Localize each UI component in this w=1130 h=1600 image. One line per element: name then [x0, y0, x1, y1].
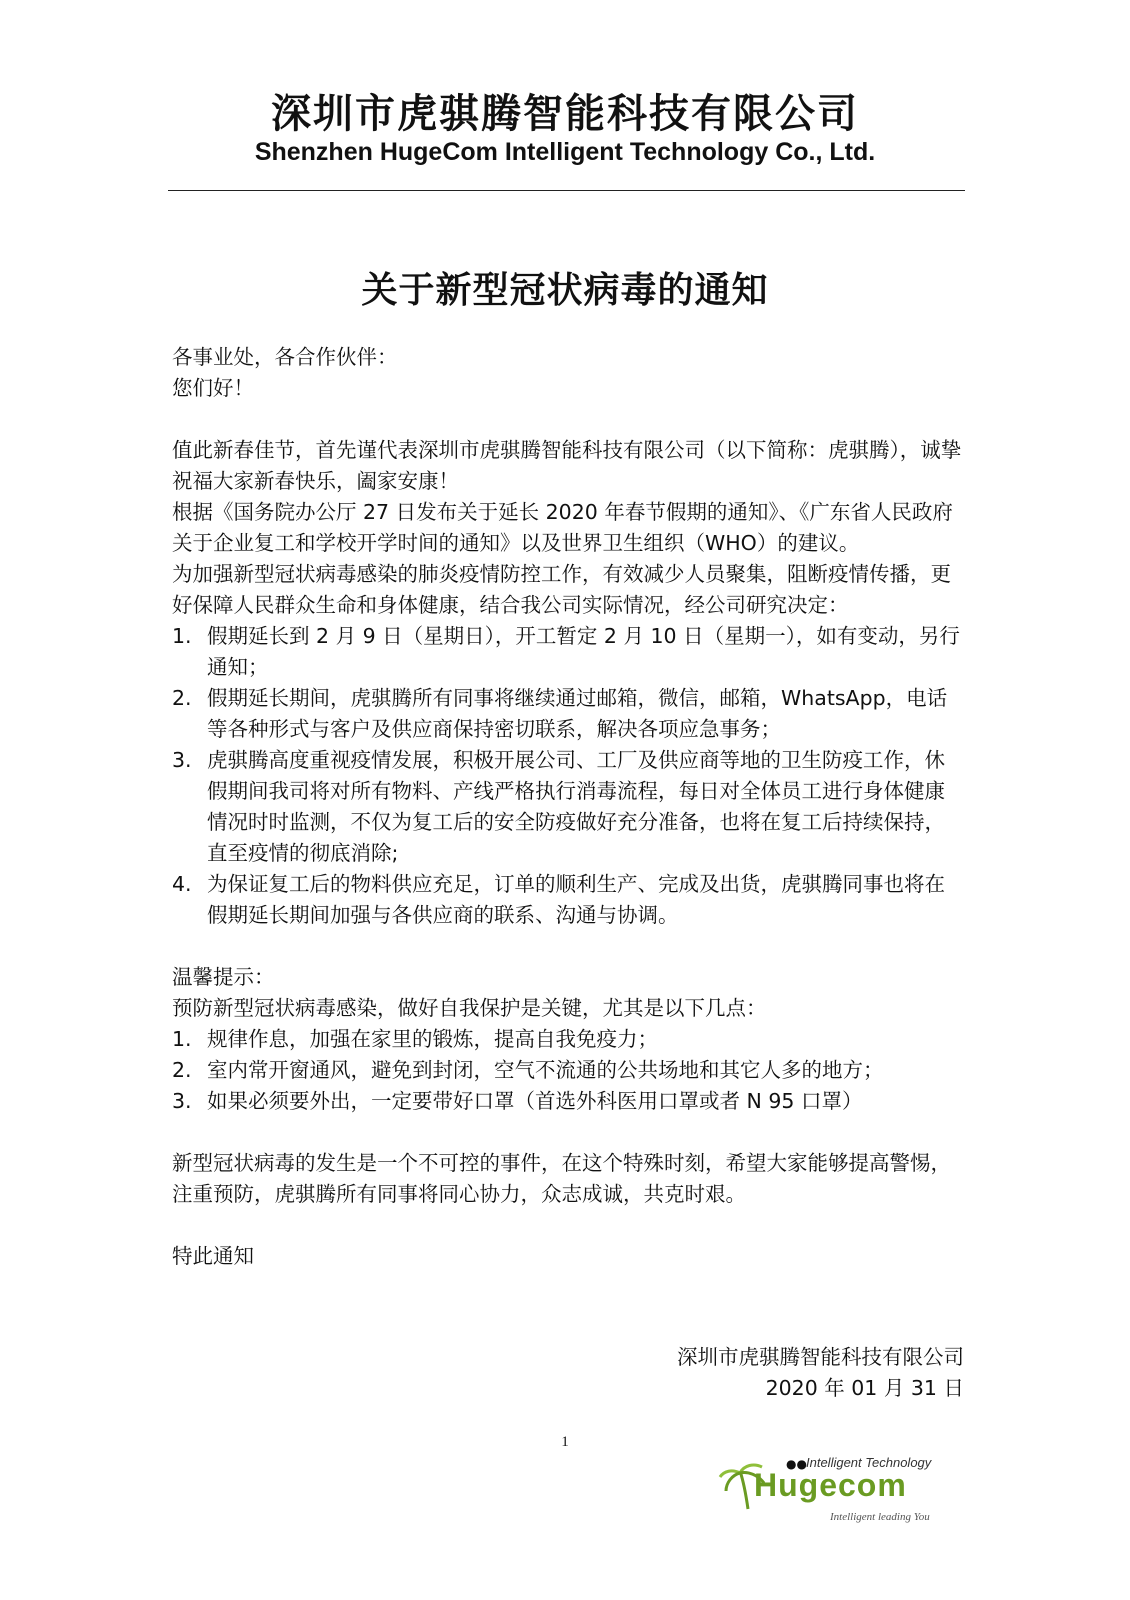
spacer	[172, 1117, 964, 1148]
list-number: 1.	[172, 1027, 192, 1051]
tips-heading: 温馨提示：	[172, 965, 275, 989]
list-number: 1.	[172, 624, 192, 648]
notice-end: 特此通知	[172, 1244, 254, 1268]
company-logo	[718, 1455, 958, 1527]
intro-paragraph: 值此新春佳节，首先谨代表深圳市虎骐腾智能科技有限公司（以下简称：虎骐腾），诚挚祝福大家新春快乐，阖家安康！	[172, 438, 962, 493]
list-number: 2.	[172, 686, 192, 710]
intro-paragraph: 根据《国务院办公厅 27 日发布关于延长 2020 年春节假期的通知》、《广东省人民政府关于企业复工和学校开学时间的通知》以及世界卫生组织（WHO）的建议。	[172, 500, 953, 555]
intro-paragraph: 为加强新型冠状病毒感染的肺炎疫情防控工作，有效减少人员聚集，阻断疫情传播，更好保障人民群众生命和身体健康，结合我公司实际情况，经公司研究决定：	[172, 562, 951, 617]
list-text: 如果必须要外出，一定要带好口罩（首选外科医用口罩或者 N 95 口罩）	[207, 1089, 863, 1113]
list-item	[172, 745, 964, 869]
list-item	[172, 869, 964, 931]
logo-dots-icon: ●●	[786, 1457, 807, 1471]
signature-block	[677, 1342, 964, 1404]
list-number: 3.	[172, 1089, 192, 1113]
list-item	[172, 1086, 964, 1117]
list-text: 室内常开窗通风，避免到封闭，空气不流通的公共场地和其它人多的地方；	[207, 1058, 884, 1082]
signature-company: 深圳市虎骐腾智能科技有限公司	[677, 1345, 964, 1369]
document-body	[172, 342, 964, 1272]
list-item	[172, 1024, 964, 1055]
decision-list	[172, 621, 964, 931]
list-number: 2.	[172, 1058, 192, 1082]
spacer	[172, 931, 964, 962]
list-item	[172, 621, 964, 683]
list-text: 规律作息，加强在家里的锻炼，提高自我免疫力；	[207, 1027, 658, 1051]
list-text: 假期延长期间，虎骐腾所有同事将继续通过邮箱，微信，邮箱，WhatsApp，电话等各种形式与客户及供应商保持密切联系，解决各项应急事务；	[207, 686, 948, 741]
list-number: 4.	[172, 872, 192, 896]
spacer	[172, 404, 964, 435]
list-text: 虎骐腾高度重视疫情发展，积极开展公司、工厂及供应商等地的卫生防疫工作，休假期间我司将对所有物料、产线严格执行消毒流程，每日对全体员工进行身体健康情况时时监测，不仅为复工后的安全防疫做好充分准备，也将在复工后持续保持，直至疫情的彻底消除;	[207, 748, 945, 865]
page-number: 1	[561, 1434, 569, 1450]
tips-list	[172, 1024, 964, 1117]
signature-date: 2020 年 01 月 31 日	[765, 1376, 964, 1400]
list-item	[172, 1055, 964, 1086]
logo-tagline: Intelligent Technology	[806, 1455, 932, 1470]
closing-paragraph: 新型冠状病毒的发生是一个不可控的事件，在这个特殊时刻，希望大家能够提高警惕，注重预防，虎骐腾所有同事将同心协力，众志成诚，共克时艰。	[172, 1151, 951, 1206]
spacer	[172, 1210, 964, 1241]
header-divider	[168, 190, 965, 191]
list-text: 为保证复工后的物料供应充足，订单的顺利生产、完成及出货，虎骐腾同事也将在假期延长期间加强与各供应商的联系、沟通与协调。	[207, 872, 945, 927]
greeting: 您们好！	[172, 376, 254, 400]
recipients: 各事业处，各合作伙伴：	[172, 345, 398, 369]
list-number: 3.	[172, 748, 192, 772]
logo-slogan: Intelligent leading You	[830, 1511, 930, 1523]
list-text: 假期延长到 2 月 9 日（星期日），开工暂定 2 月 10 日（星期一），如有变动，另行通知；	[207, 624, 960, 679]
company-name-en: Shenzhen HugeCom Intelligent Technology Co., Ltd.	[254, 138, 876, 166]
logo-name: Hugecom	[754, 1467, 907, 1503]
tips-intro: 预防新型冠状病毒感染，做好自我保护是关键，尤其是以下几点：	[172, 996, 767, 1020]
document-title: 关于新型冠状病毒的通知	[361, 270, 769, 311]
list-item	[172, 683, 964, 745]
company-name-cn: 深圳市虎骐腾智能科技有限公司	[271, 91, 859, 137]
